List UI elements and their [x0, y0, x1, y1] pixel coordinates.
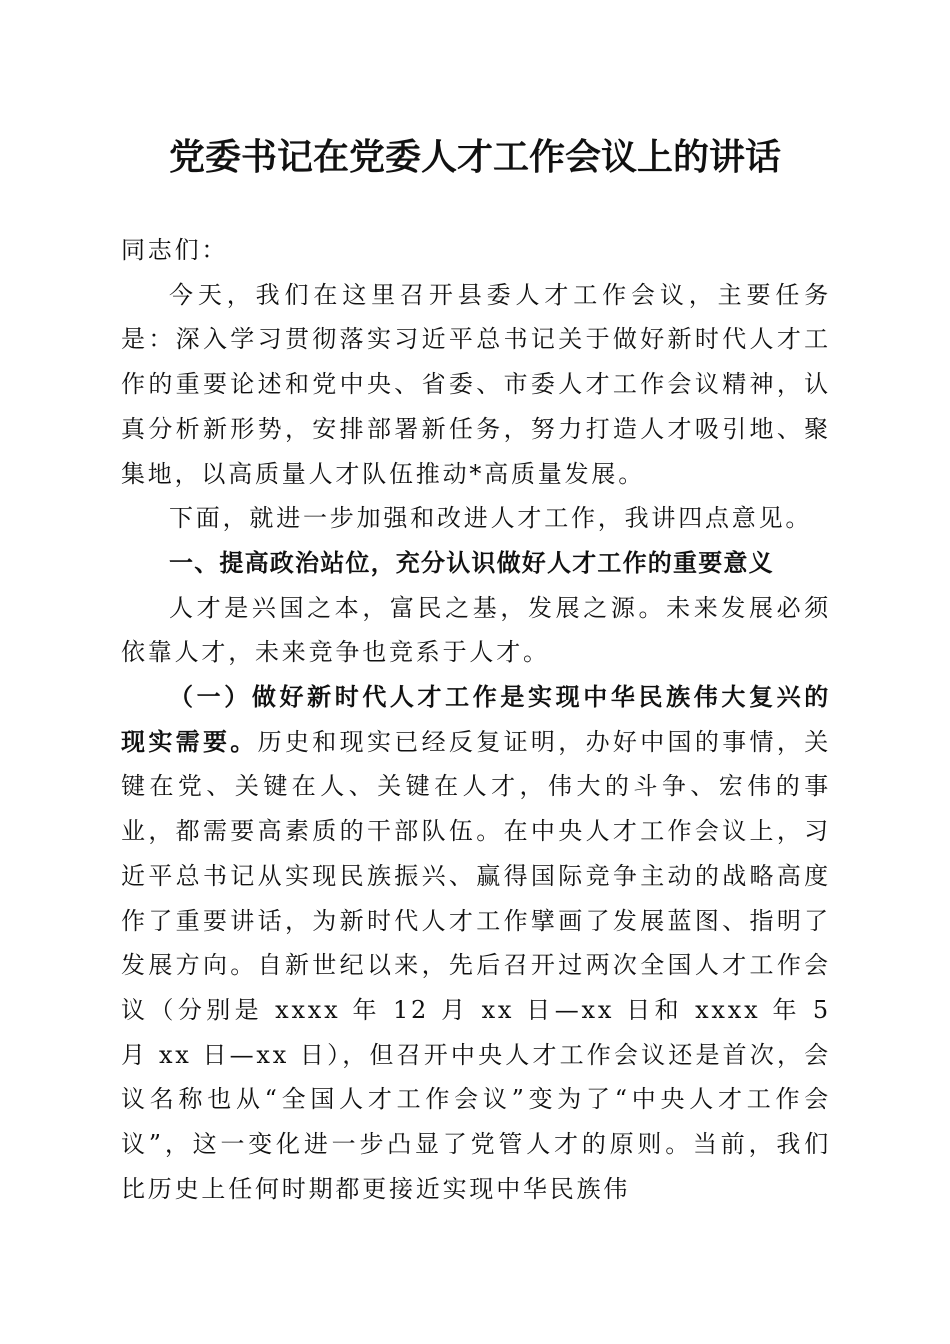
paragraph-intro: 下面，就进一步加强和改进人才工作，我讲四点意见。 [169, 504, 813, 533]
paragraph-talent-foundation: 人才是兴国之本，富民之基，发展之源。未来发展必须依靠人才，未来竞争也竞系于人才。 [121, 593, 831, 667]
document-title: 党委书记在党委人才工作会议上的讲话 [168, 136, 781, 178]
subsection-text-1: 历史和现实已经反复证明，办好中国的事情，关键在党、关键在人、关键在人才，伟大的斗争、宏伟的事业，都需要高素质的干部队伍。在中央人才工作会议上，习近平总书记从实现民族振兴、赢得国际竞争主动的战略高度作了重要讲话，为新时代人才工作擘画了发展蓝图、指明了发展方向。自新世纪以来，先后召开过两次全国人才工作会议（分别是 xxxx 年 12 月 xx 日—xx 日和 xxxx 年 5 月 xx 日—xx 日），但召开中央人才工作会议还是首次，会议名称也从“全国人才工作会议”变为了“中央人才工作会议”，这一变化进一步凸显了党管人才的原则。当前，我们比历史上任何时期都更接近实现中华民族伟 [121, 727, 831, 1203]
paragraph-opening: 今天，我们在这里召开县委人才工作会议，主要任务是：深入学习贯彻落实习近平总书记关于做好新时代人才工作的重要论述和党中央、省委、市委人才工作会议精神，认真分析新形势，安排部署新任务，努力打造人才吸引地、聚集地，以高质量人才队伍推动*高质量发展。 [121, 280, 831, 488]
salutation: 同志们： [121, 236, 229, 264]
paragraph-subsection-1 [121, 675, 831, 1211]
document-body [121, 228, 831, 1211]
subsection-heading-1: （一）做好新时代人才工作是实现中华民族伟大复兴的现实需要。 [121, 682, 831, 756]
section-heading-1: 一、提高政治站位，充分认识做好人才工作的重要意义 [169, 548, 774, 577]
